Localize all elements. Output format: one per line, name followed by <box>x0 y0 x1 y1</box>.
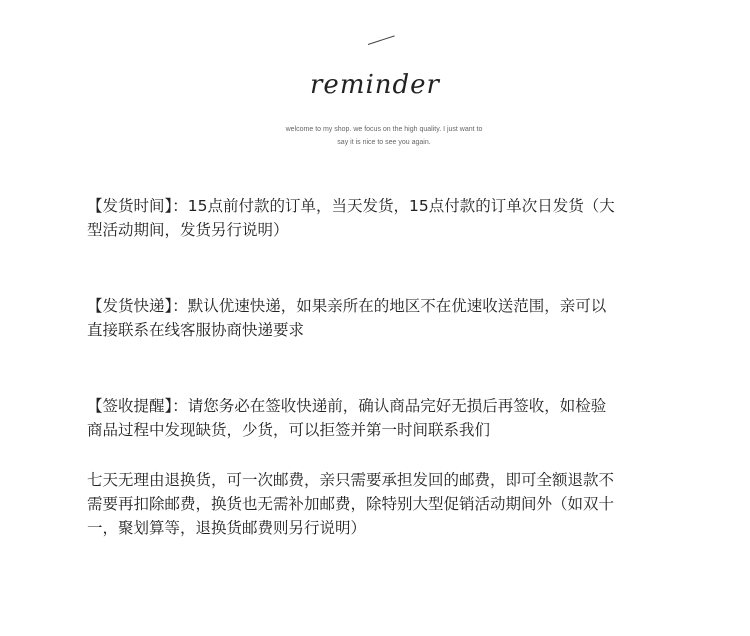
policy-line: 需要再扣除邮费，换货也无需补加邮费，除特别大型促销活动期间外（如双十 <box>87 495 615 513</box>
section-line <box>87 294 677 318</box>
subtitle-line-1: welcome to my shop. we focus on the high quality. I just want to <box>285 126 483 133</box>
section-body: ：请您务必在签收快递前，确认商品完好无损后再签收，如检验 <box>172 397 607 415</box>
section-line: 直接联系在线客服协商快递要求 <box>87 321 305 339</box>
section-receipt-reminder <box>87 394 677 442</box>
section-heading: 【发货时间】 <box>87 197 173 215</box>
policy-line: 七天无理由退换货，可一次邮费，亲只需要承担发回的邮费，即可全额退款不 <box>87 471 615 489</box>
section-line: 型活动期间，发货另行说明） <box>87 221 289 239</box>
section-body: ：15点前付款的订单，当天发货，15点付款的订单次日发货（大 <box>172 197 615 215</box>
section-body: ：默认优速快递，如果亲所在的地区不在优速收送范围，亲可以 <box>172 297 607 315</box>
section-line <box>87 194 677 218</box>
section-heading: 【发货快递】 <box>87 297 173 315</box>
section-heading: 【签收提醒】 <box>87 397 173 415</box>
page-title: reminder <box>310 70 440 100</box>
section-shipping-time <box>87 194 677 242</box>
section-line: 商品过程中发现缺货，少货，可以拒签并第一时间联系我们 <box>87 421 491 439</box>
section-shipping-courier <box>87 294 677 342</box>
subtitle-line-2: say it is nice to see you again. <box>337 139 431 146</box>
return-policy <box>87 468 677 540</box>
section-line <box>87 394 677 418</box>
policy-line: 一，聚划算等，退换货邮费则另行说明） <box>87 519 367 537</box>
decorative-line <box>368 35 395 45</box>
